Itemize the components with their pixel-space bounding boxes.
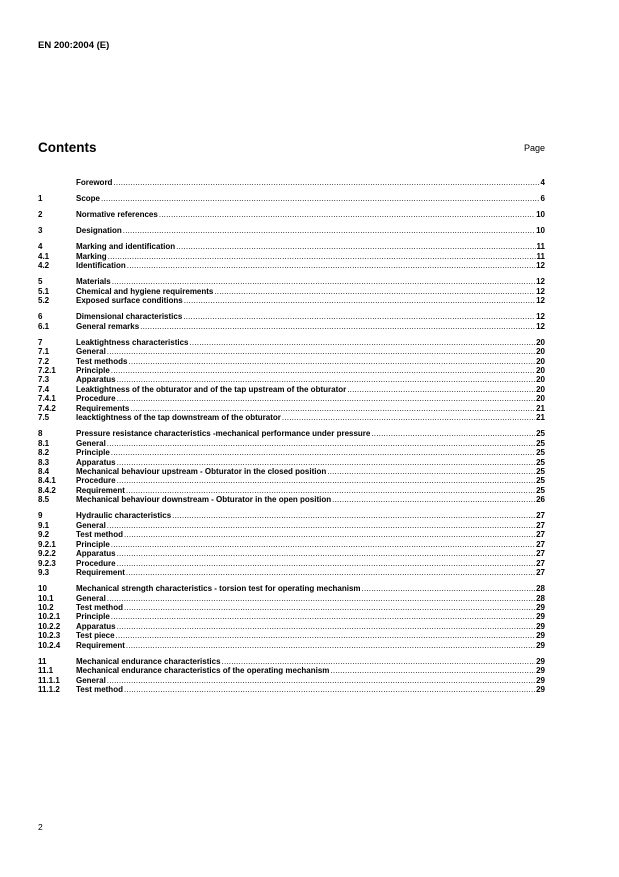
toc-entry-title[interactable]: leacktightness of the tap downstream of the obturator	[76, 413, 281, 423]
toc-dot-leader	[128, 357, 535, 366]
toc-entry[interactable]	[38, 296, 545, 305]
toc-entry-number: 4.2	[38, 261, 50, 271]
toc-entry[interactable]	[38, 666, 545, 675]
toc-entry[interactable]	[38, 242, 545, 251]
toc-dot-leader	[126, 641, 535, 650]
toc-entry[interactable]	[38, 631, 545, 640]
toc-entry-page: 29	[536, 656, 545, 666]
toc-dot-leader	[159, 210, 535, 219]
toc-dot-leader	[124, 603, 535, 612]
page-column-label: Page	[523, 143, 545, 153]
toc-entry-title[interactable]: Exposed surface conditions	[76, 296, 183, 306]
toc-entry[interactable]	[38, 439, 545, 448]
toc-entry-page: 29	[536, 666, 545, 676]
toc-entry-number: 5.2	[38, 296, 50, 306]
toc-dot-leader	[117, 622, 536, 631]
toc-entry[interactable]	[38, 594, 545, 603]
toc-entry-number: 11	[38, 656, 47, 666]
toc-dot-leader	[214, 287, 535, 296]
toc-dot-leader	[124, 685, 535, 694]
toc-entry-title[interactable]: Test piece	[76, 631, 115, 641]
toc-entry-number: 8.4	[38, 467, 50, 477]
toc-entry-title[interactable]: Pressure resistance characteristics -mechanical performance under pressure	[76, 429, 371, 439]
toc-entry-title[interactable]: Procedure	[76, 476, 116, 486]
toc-entry-title[interactable]: General	[76, 438, 106, 448]
toc-entry-title[interactable]: Requirement	[76, 568, 125, 578]
toc-entry-number: 7	[38, 337, 43, 347]
toc-entry-page: 20	[536, 375, 545, 385]
toc-entry-title[interactable]: Test method	[76, 685, 123, 695]
toc-entry-page: 27	[536, 530, 545, 540]
toc-entry[interactable]	[38, 312, 545, 321]
toc-entry-number: 9	[38, 511, 43, 521]
toc-entry-title[interactable]: Marking	[76, 251, 107, 261]
page-number: 2	[38, 822, 43, 832]
toc-entry-title[interactable]: General	[76, 593, 106, 603]
toc-entry-number: 7.1	[38, 347, 50, 357]
toc-entry-title[interactable]: Requirement	[76, 640, 125, 650]
toc-dot-leader	[111, 540, 535, 549]
toc-dot-leader	[107, 347, 535, 356]
toc-entry[interactable]	[38, 226, 545, 235]
toc-entry[interactable]	[38, 385, 545, 394]
toc-dot-leader	[130, 404, 535, 413]
toc-entry-title[interactable]: Principle	[76, 612, 110, 622]
toc-dot-leader	[347, 385, 535, 394]
toc-entry-title[interactable]: Marking and identification	[76, 242, 176, 252]
toc-entry-page: 29	[536, 612, 545, 622]
toc-entry-title[interactable]: Apparatus	[76, 549, 116, 559]
toc-entry-page: 25	[536, 476, 545, 486]
toc-entry-number: 6	[38, 312, 43, 322]
toc-entry[interactable]	[38, 366, 545, 375]
toc-dot-leader	[112, 277, 535, 286]
toc-entry-number: 9.1	[38, 520, 50, 530]
toc-entry-number: 5.1	[38, 286, 50, 296]
toc-dot-leader	[126, 486, 535, 495]
toc-entry[interactable]	[38, 347, 545, 356]
toc-entry-page: 29	[536, 631, 545, 641]
toc-dot-leader	[183, 312, 535, 321]
toc-entry[interactable]	[38, 394, 545, 403]
toc-entry-number: 11.1.2	[38, 685, 60, 695]
toc-dot-leader	[126, 568, 535, 577]
toc-entry-number: 7.2.1	[38, 366, 56, 376]
toc-entry-page: 20	[536, 394, 545, 404]
toc-entry-page: 20	[536, 366, 545, 376]
toc-entry-page: 28	[536, 593, 545, 603]
toc-entry-title[interactable]: Requirement	[76, 485, 125, 495]
toc-entry[interactable]	[38, 357, 545, 366]
toc-entry-page: 21	[536, 413, 545, 423]
toc-entry-title[interactable]: Apparatus	[76, 621, 116, 631]
toc-entry-number: 4	[38, 242, 43, 252]
toc-entry-page: 25	[536, 467, 545, 477]
toc-entry-number: 10.2	[38, 603, 54, 613]
toc-entry[interactable]	[38, 413, 545, 422]
toc-dot-leader	[113, 178, 539, 187]
toc-entry-number: 9.2.2	[38, 549, 56, 559]
toc-entry[interactable]	[38, 210, 545, 219]
toc-entry[interactable]	[38, 178, 545, 187]
toc-entry-page: 27	[536, 558, 545, 568]
toc-entry-title[interactable]: Requirements	[76, 403, 130, 413]
toc-entry-number: 10.2.2	[38, 621, 61, 631]
toc-dot-leader	[124, 530, 535, 539]
toc-dot-leader	[371, 429, 535, 438]
toc-entry-title[interactable]: General	[76, 520, 106, 530]
toc-entry-number: 5	[38, 277, 43, 287]
toc-entry-title[interactable]: Mechanical endurance characteristics of the operating mechanism	[76, 666, 330, 676]
toc-entry-page: 20	[536, 347, 545, 357]
toc-entry-title[interactable]: Designation	[76, 226, 122, 236]
toc-entry-page: 20	[536, 384, 545, 394]
toc-entry-title[interactable]: Apparatus	[76, 457, 116, 467]
toc-entry-title[interactable]: Foreword	[76, 177, 113, 187]
toc-entry-number: 1	[38, 194, 43, 204]
toc-dot-leader	[111, 366, 535, 375]
toc-entry-page: 20	[536, 337, 545, 347]
toc-entry[interactable]	[38, 322, 545, 331]
toc-dot-leader	[140, 322, 535, 331]
toc-dot-leader	[117, 458, 536, 467]
toc-dot-leader	[127, 261, 535, 270]
toc-entry-page: 11	[536, 251, 545, 261]
toc-entry-page: 21	[536, 403, 545, 413]
toc-entry-title[interactable]: Apparatus	[76, 375, 116, 385]
toc-entry-title[interactable]: General remarks	[76, 321, 140, 331]
toc-entry-number: 4.1	[38, 251, 50, 261]
toc-entry-number: 7.4	[38, 384, 50, 394]
toc-entry-title[interactable]: Leaktightness characteristics	[76, 337, 189, 347]
toc-entry-title[interactable]: Mechanical behaviour downstream - Obturator in the open position	[76, 495, 332, 505]
toc-entry-page: 12	[536, 261, 545, 271]
toc-entry[interactable]	[38, 375, 545, 384]
toc-entry-number: 10.1	[38, 593, 54, 603]
toc-entry[interactable]	[38, 530, 545, 539]
toc-entry[interactable]	[38, 549, 545, 558]
toc-entry-title[interactable]: Mechanical strength characteristics - torsion test for operating mechanism	[76, 584, 361, 594]
toc-entry-page: 25	[536, 438, 545, 448]
toc-dot-leader	[111, 612, 535, 621]
toc-entry-title[interactable]: Test method	[76, 530, 123, 540]
toc-entry-title[interactable]: Identification	[76, 261, 126, 271]
toc-entry[interactable]	[38, 612, 545, 621]
toc-dot-leader	[111, 448, 535, 457]
toc-entry-number: 10.2.1	[38, 612, 61, 622]
toc-dot-leader	[117, 375, 536, 384]
toc-entry-page: 12	[536, 286, 545, 296]
toc-entry-page: 29	[536, 621, 545, 631]
toc-entry-page: 29	[536, 685, 545, 695]
toc-entry-number: 10.2.3	[38, 631, 61, 641]
toc-entry-title[interactable]: Chemical and hygiene requirements	[76, 286, 214, 296]
toc-dot-leader	[107, 594, 535, 603]
toc-entry[interactable]	[38, 559, 545, 568]
toc-entry-title[interactable]: Principle	[76, 366, 110, 376]
toc-entry[interactable]	[38, 657, 545, 666]
toc-entry-page: 10	[536, 226, 545, 236]
toc-entry-title[interactable]: Principle	[76, 539, 110, 549]
toc-entry-number: 2	[38, 210, 43, 220]
toc-dot-leader	[327, 467, 535, 476]
toc-entry[interactable]	[38, 404, 545, 413]
toc-dot-leader	[117, 476, 536, 485]
toc-entry-number: 8.1	[38, 438, 50, 448]
toc-entry[interactable]	[38, 287, 545, 296]
toc-dot-leader	[107, 676, 535, 685]
toc-entry-page: 12	[536, 312, 545, 322]
toc-entry-number: 10	[38, 584, 47, 594]
toc-entry-page: 12	[536, 321, 545, 331]
toc-entry[interactable]	[38, 261, 545, 270]
toc-entry-number: 8.3	[38, 457, 50, 467]
toc-entry-title[interactable]: Principle	[76, 448, 110, 458]
toc-entry[interactable]	[38, 641, 545, 650]
toc-entry[interactable]	[38, 685, 545, 694]
toc-dot-leader	[282, 413, 535, 422]
toc-entry-number: 11.1.1	[38, 675, 60, 685]
toc-entry[interactable]	[38, 477, 545, 486]
toc-entry-number: 9.3	[38, 568, 50, 578]
toc-entry-page: 27	[536, 539, 545, 549]
toc-dot-leader	[190, 338, 536, 347]
toc-entry-page: 27	[536, 568, 545, 578]
toc-dot-leader	[222, 657, 536, 666]
toc-entry-page: 27	[536, 549, 545, 559]
toc-entry-number: 10.2.4	[38, 640, 61, 650]
toc-entry-page: 26	[536, 495, 545, 505]
toc-entry[interactable]	[38, 467, 545, 476]
table-of-contents	[38, 178, 545, 695]
toc-entry-title[interactable]: Hydraulic characteristics	[76, 511, 172, 521]
toc-entry[interactable]	[38, 521, 545, 530]
toc-entry-title[interactable]: Procedure	[76, 394, 116, 404]
toc-entry-number: 11.1	[38, 666, 54, 676]
toc-entry-page: 27	[536, 520, 545, 530]
toc-entry-page: 29	[536, 675, 545, 685]
toc-entry-number: 8.4.2	[38, 485, 56, 495]
toc-entry-title[interactable]: Leaktightness of the obturator and of the tap upstream of the obturator	[76, 384, 347, 394]
toc-entry-page: 27	[536, 511, 545, 521]
toc-entry[interactable]	[38, 338, 545, 347]
toc-dot-leader	[123, 226, 535, 235]
toc-entry[interactable]	[38, 584, 545, 593]
toc-entry-page: 4	[540, 177, 545, 187]
toc-entry-page: 6	[540, 194, 545, 204]
toc-entry-number: 8.5	[38, 495, 50, 505]
toc-entry-number: 7.5	[38, 413, 50, 423]
toc-entry-number: 6.1	[38, 321, 50, 331]
toc-entry-number: 7.2	[38, 356, 50, 366]
toc-dot-leader	[172, 511, 535, 520]
toc-entry-title[interactable]: Normative references	[76, 210, 158, 220]
toc-dot-leader	[176, 242, 535, 251]
toc-entry[interactable]	[38, 540, 545, 549]
toc-entry-title[interactable]: General	[76, 675, 106, 685]
toc-dot-leader	[332, 495, 535, 504]
toc-entry-number: 8	[38, 429, 43, 439]
toc-dot-leader	[116, 631, 536, 640]
toc-entry-number: 9.2	[38, 530, 50, 540]
toc-entry[interactable]	[38, 277, 545, 286]
toc-entry[interactable]	[38, 495, 545, 504]
toc-entry-page: 29	[536, 603, 545, 613]
toc-entry-number: 7.3	[38, 375, 50, 385]
toc-entry[interactable]	[38, 486, 545, 495]
toc-entry-page: 25	[536, 429, 545, 439]
toc-entry-title[interactable]: Scope	[76, 194, 101, 204]
toc-entry-number: 3	[38, 226, 43, 236]
toc-entry-page: 10	[536, 210, 545, 220]
toc-entry-title[interactable]: Materials	[76, 277, 111, 287]
toc-entry-title[interactable]: Test method	[76, 603, 123, 613]
toc-dot-leader	[330, 666, 535, 675]
toc-dot-leader	[101, 194, 540, 203]
toc-entry-page: 11	[536, 242, 545, 252]
toc-entry-page: 25	[536, 485, 545, 495]
toc-dot-leader	[117, 549, 536, 558]
toc-entry[interactable]	[38, 429, 545, 438]
toc-entry-number: 8.4.1	[38, 476, 56, 486]
toc-entry-page: 20	[536, 356, 545, 366]
toc-entry[interactable]	[38, 458, 545, 467]
toc-dot-leader	[184, 296, 535, 305]
toc-dot-leader	[107, 439, 535, 448]
toc-dot-leader	[117, 559, 536, 568]
toc-entry[interactable]	[38, 676, 545, 685]
toc-entry-page: 25	[536, 448, 545, 458]
toc-entry[interactable]	[38, 511, 545, 520]
toc-dot-leader	[108, 252, 536, 261]
toc-entry[interactable]	[38, 622, 545, 631]
toc-entry-number: 9.2.3	[38, 558, 56, 568]
toc-entry-number: 8.2	[38, 448, 50, 458]
toc-entry[interactable]	[38, 194, 545, 203]
document-code: EN 200:2004 (E)	[38, 40, 110, 51]
toc-entry-title[interactable]: Test methods	[76, 356, 128, 366]
toc-entry[interactable]	[38, 603, 545, 612]
contents-heading: Contents	[38, 140, 97, 155]
toc-dot-leader	[107, 521, 535, 530]
toc-entry[interactable]	[38, 568, 545, 577]
toc-dot-leader	[117, 394, 536, 403]
toc-entry-title[interactable]: Mechanical endurance characteristics	[76, 656, 221, 666]
toc-entry-number: 7.4.1	[38, 394, 56, 404]
toc-entry[interactable]	[38, 448, 545, 457]
toc-entry-page: 12	[536, 296, 545, 306]
toc-entry-title[interactable]: Procedure	[76, 558, 116, 568]
toc-entry-page: 12	[536, 277, 545, 287]
toc-entry-number: 7.4.2	[38, 403, 56, 413]
toc-entry-page: 25	[536, 457, 545, 467]
toc-entry-title[interactable]: Dimensional characteristics	[76, 312, 183, 322]
toc-entry[interactable]	[38, 252, 545, 261]
toc-entry-page: 28	[536, 584, 545, 594]
toc-dot-leader	[362, 584, 536, 593]
toc-entry-title[interactable]: General	[76, 347, 106, 357]
toc-entry-page: 29	[536, 640, 545, 650]
toc-entry-number: 9.2.1	[38, 539, 56, 549]
toc-entry-title[interactable]: Mechanical behaviour upstream - Obturator in the closed position	[76, 467, 327, 477]
